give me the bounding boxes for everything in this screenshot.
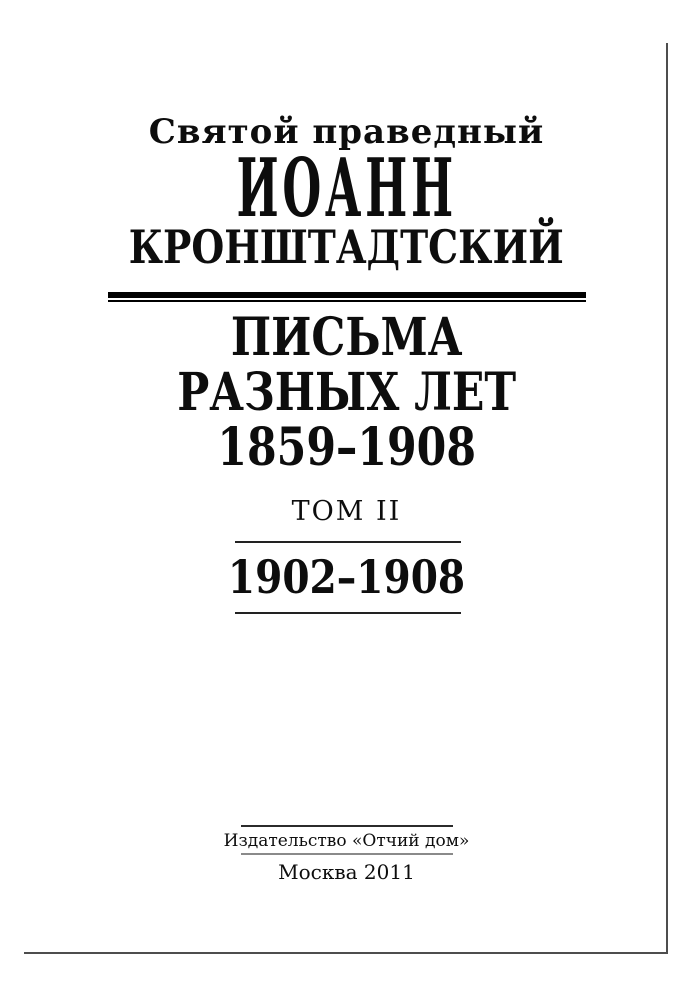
double-rule-thin-line xyxy=(108,300,586,302)
page-edge-right xyxy=(666,43,668,954)
book-title-block xyxy=(0,307,693,478)
volume-years-row xyxy=(0,550,693,604)
author-name: ИОАНН xyxy=(236,139,457,236)
page-edge-bottom xyxy=(24,952,668,954)
volume-rule-top xyxy=(235,541,461,543)
double-rule-divider xyxy=(108,292,586,302)
book-title-line-1: ПИСЬМА xyxy=(230,307,463,368)
author-surname-row xyxy=(0,222,693,273)
volume-years: 1902–1908 xyxy=(227,550,466,604)
author-honorific: Святой праведный xyxy=(148,112,545,152)
book-title-years: 1859–1908 xyxy=(217,417,476,478)
volume-rule-bottom xyxy=(235,612,461,614)
publisher-rule-top xyxy=(241,825,453,827)
city-and-year: Москва 2011 xyxy=(278,860,415,884)
publisher-name: Издательство «Отчий дом» xyxy=(223,831,470,851)
book-title-line-2: РАЗНЫХ ЛЕТ xyxy=(177,362,516,423)
volume-label: ТОМ II xyxy=(291,496,402,527)
author-surname: КРОНШТАДТСКИЙ xyxy=(128,220,565,274)
publisher-rule-bottom xyxy=(241,853,453,855)
book-title-stretch xyxy=(177,307,516,478)
author-name-row xyxy=(0,139,693,236)
double-rule-thick-line xyxy=(108,292,586,298)
